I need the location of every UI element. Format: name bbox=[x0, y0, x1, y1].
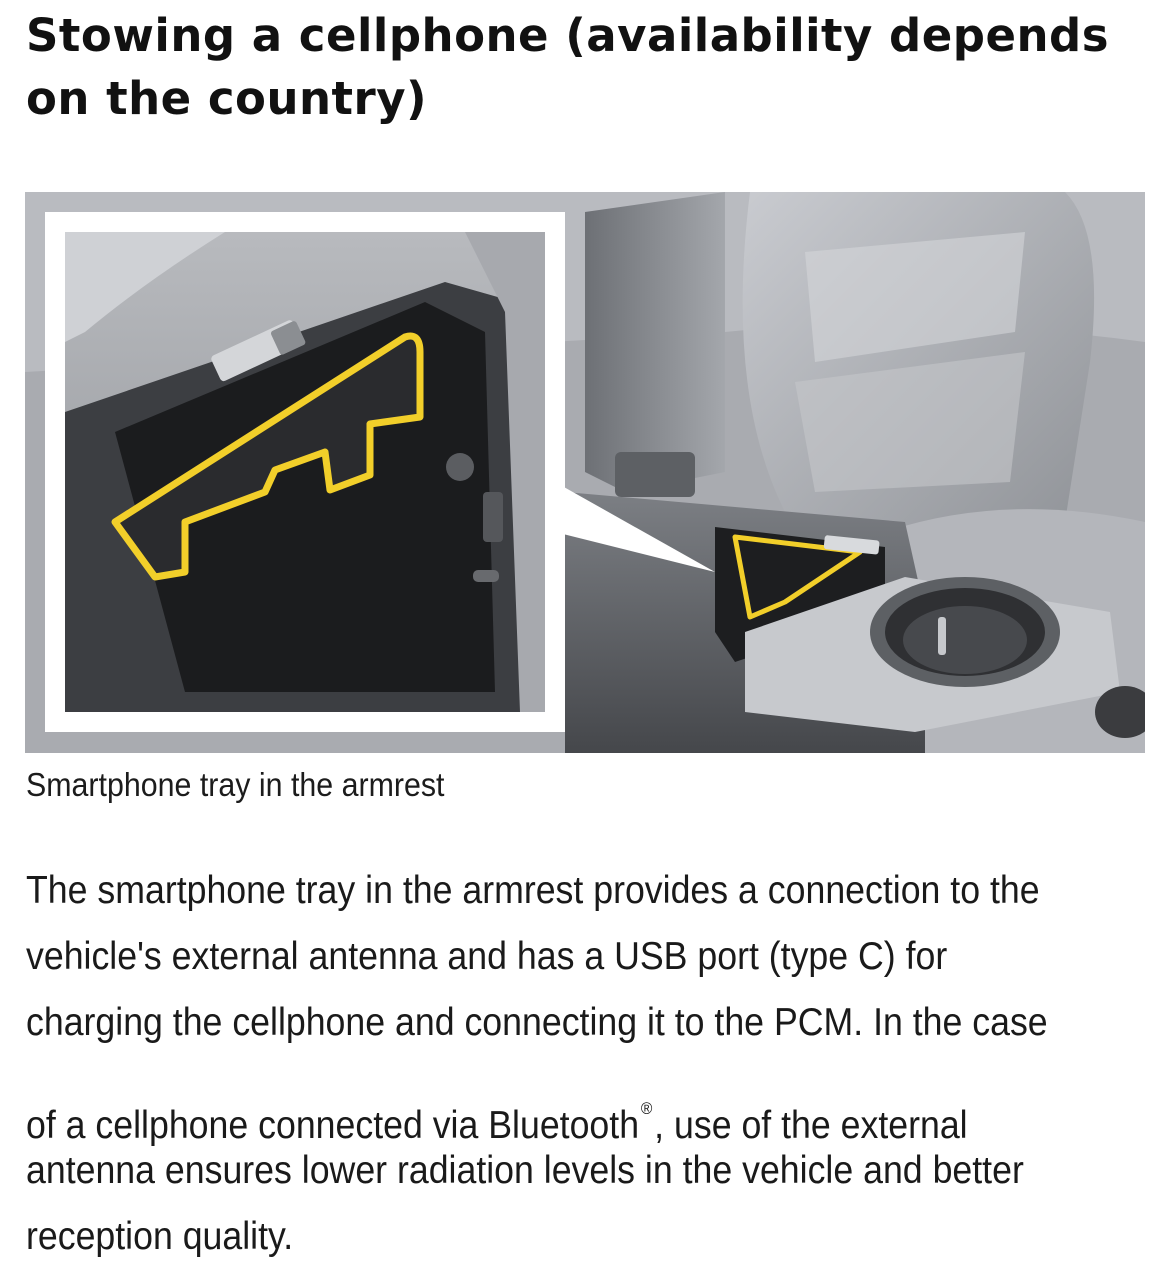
armrest-illustration bbox=[25, 192, 1145, 753]
paragraph-line: The smartphone tray in the armrest provides a connection to the bbox=[26, 869, 1040, 912]
page-title: Stowing a cellphone (availability depends on the country) bbox=[26, 9, 1110, 125]
paragraph-line-part: , use of the external bbox=[654, 1104, 968, 1147]
paragraph-line: charging the cellphone and connecting it to the PCM. In the case bbox=[26, 1001, 1048, 1044]
paragraph-line: antenna ensures lower radiation levels in the vehicle and better bbox=[26, 1149, 1024, 1192]
armrest-lid bbox=[585, 192, 725, 492]
body-paragraph bbox=[26, 858, 1124, 1270]
paragraph-line: reception quality. bbox=[26, 1215, 294, 1258]
figure-caption: Smartphone tray in the armrest bbox=[26, 766, 445, 803]
paragraph-line-bluetooth bbox=[26, 1056, 1124, 1147]
registered-trademark-mark: ® bbox=[640, 1099, 653, 1118]
paragraph-line-part: of a cellphone connected via Bluetooth bbox=[26, 1104, 640, 1147]
paragraph-line: vehicle's external antenna and has a USB port (type C) for bbox=[26, 935, 948, 978]
